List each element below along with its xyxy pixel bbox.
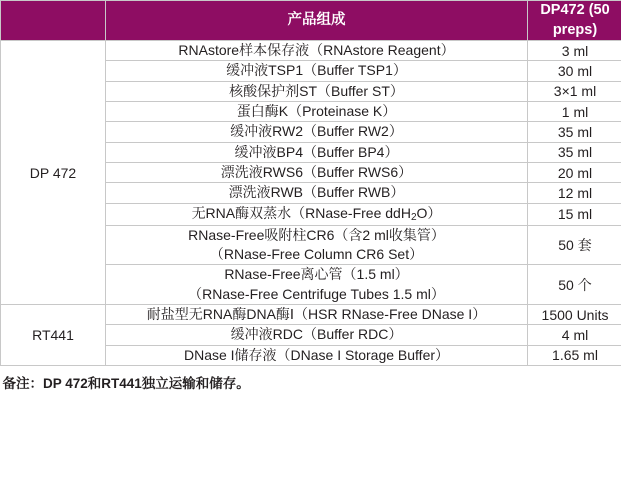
- product-name: 缓冲液RDC（Buffer RDC）: [106, 325, 528, 345]
- product-quantity: 1500 Units: [528, 304, 621, 324]
- product-name: RNAstore样本保存液（RNAstore Reagent）: [106, 41, 528, 61]
- product-name: 核酸保护剂ST（Buffer ST）: [106, 81, 528, 101]
- product-quantity: 4 ml: [528, 325, 621, 345]
- subscript-2: 2: [410, 211, 417, 223]
- product-quantity: 50 套: [528, 225, 621, 265]
- product-name: 缓冲液RW2（Buffer RW2）: [106, 122, 528, 142]
- product-name-line2: （RNase-Free Centrifuge Tubes 1.5 ml）: [188, 285, 445, 302]
- table-body: [1, 41, 621, 396]
- product-quantity: 35 ml: [528, 122, 621, 142]
- kit-group-label-rt441: RT441: [1, 304, 106, 365]
- product-quantity: 50 个: [528, 265, 621, 305]
- product-name: 耐盐型无RNA酶DNA酶Ⅰ（HSR RNase-Free DNase I）: [106, 304, 528, 324]
- product-name: 漂洗液RWB（Buffer RWB）: [106, 183, 528, 203]
- table-note: 备注：DP 472和RT441独立运输和储存。: [2, 375, 250, 391]
- table-header: [1, 1, 621, 41]
- product-name-line2: （RNase-Free Column CR6 Set）: [209, 246, 424, 263]
- product-quantity: 1 ml: [528, 102, 621, 122]
- header-product-composition: 产品组成: [106, 1, 528, 41]
- header-kit-column: [1, 1, 106, 41]
- product-name-prefix: 无RNA酶双蒸水（RNase-Free ddH: [191, 204, 411, 221]
- product-quantity: 15 ml: [528, 203, 621, 225]
- product-name: 缓冲液BP4（Buffer BP4）: [106, 142, 528, 162]
- product-name: 缓冲液TSP1（Buffer TSP1）: [106, 61, 528, 81]
- table-note-row: [1, 365, 621, 396]
- product-quantity: 1.65 ml: [528, 345, 621, 365]
- product-name: [106, 225, 528, 265]
- product-quantity: 3×1 ml: [528, 81, 621, 101]
- table-header-row: [1, 1, 621, 41]
- product-name: 蛋白酶K（Proteinase K）: [106, 102, 528, 122]
- product-name-water: [106, 203, 528, 225]
- product-name-line1: RNase-Free吸附柱CR6（含2 ml收集管）: [188, 226, 445, 243]
- product-name: DNase I储存液（DNase I Storage Buffer）: [106, 345, 528, 365]
- kit-group-label-dp472: DP 472: [1, 41, 106, 305]
- product-name: 漂洗液RWS6（Buffer RWS6）: [106, 163, 528, 183]
- product-quantity: 3 ml: [528, 41, 621, 61]
- product-quantity: 20 ml: [528, 163, 621, 183]
- table-row: [1, 304, 621, 324]
- product-name-line1: RNase-Free离心管（1.5 ml）: [224, 266, 409, 283]
- header-quantity-column: [528, 1, 621, 41]
- table-row: [1, 41, 621, 61]
- header-qty-line1: DP472: [540, 2, 585, 18]
- product-name-suffix: O）: [416, 204, 442, 221]
- header-qty-line2: (50 preps): [552, 2, 610, 38]
- product-name: [106, 265, 528, 305]
- product-quantity: 12 ml: [528, 183, 621, 203]
- product-quantity: 30 ml: [528, 61, 621, 81]
- product-quantity: 35 ml: [528, 142, 621, 162]
